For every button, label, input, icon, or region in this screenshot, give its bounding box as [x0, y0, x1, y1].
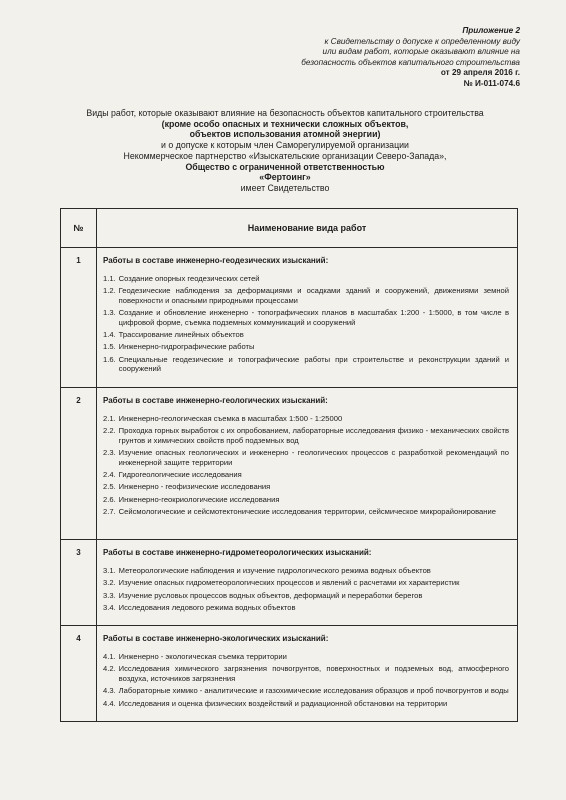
list-item [103, 482, 509, 491]
table-row [61, 626, 518, 722]
item-code: 2.7. [103, 507, 116, 517]
section-title: Работы в составе инженерно-гидрометеорологических изысканий: [103, 548, 372, 557]
item-code: 3.4. [103, 603, 116, 613]
list-item [103, 448, 509, 467]
header-line: и о допуске к которым член Саморегулируемой организации [161, 140, 409, 151]
item-code: 2.2. [103, 426, 116, 436]
appendix-title: Приложение 2 [462, 26, 520, 35]
item-text: Геодезические наблюдения за деформациями и осадками зданий и сооружений, движениями земной поверхности и опасными природными процессами [118, 286, 509, 305]
item-text: Изучение опасных геологических и инженерно - геологических процессов с разработкой рекомендаций по инженерной защите территории [118, 448, 509, 467]
item-code: 3.1. [103, 566, 116, 575]
appendix-line: к Свидетельству о допуске к определенному виду [324, 36, 520, 46]
item-text: Метеорологические наблюдения и изучение гидрологического режима водных объектов [118, 566, 431, 575]
item-code: 3.3. [103, 590, 116, 600]
table-row [61, 388, 518, 540]
item-code: 4.4. [103, 698, 116, 708]
section-number: 1 [61, 248, 97, 388]
column-header-number: № [61, 209, 97, 248]
header-line: объектов использования атомной энергии) [189, 129, 381, 140]
item-code: 1.4. [103, 330, 116, 340]
item-text: Исследования и оценка физических воздействий и радиационной обстановки на территории [118, 698, 448, 708]
item-text: Трассирование линейных объектов [118, 330, 244, 340]
works-table [60, 208, 518, 722]
list-item [103, 603, 509, 612]
table-row [61, 248, 518, 388]
item-text: Сейсмологические и сейсмотектонические исследования территории, сейсмическое микрорайонирование [118, 507, 496, 517]
item-text: Инженерно - геофизические исследования [118, 482, 271, 492]
item-text: Исследования химического загрязнения почвогрунтов, поверхностных и подземных вод, атмосферного воздуха, источников загрязнения [118, 664, 509, 683]
appendix-line: или видам работ, которые оказывают влияние на [322, 47, 520, 57]
table-header-row [61, 209, 518, 248]
company-name: «Фертоинг» [259, 172, 311, 183]
list-item [103, 330, 509, 339]
item-code: 2.5. [103, 482, 116, 492]
item-text: Лабораторные химико - аналитические и газохимические исследования образцов и проб почвогрунтов и воды [118, 686, 509, 696]
item-text: Гидрогеологические исследования [118, 470, 242, 480]
item-code: 1.1. [103, 274, 116, 283]
item-text: Инженерно-геологическая съемка в масштабах 1:500 - 1:25000 [118, 414, 343, 423]
section-number: 4 [61, 626, 97, 722]
list-item [103, 495, 509, 504]
section-content [97, 540, 518, 626]
list-item [103, 507, 509, 516]
list-item [103, 342, 509, 351]
item-code: 1.2. [103, 286, 116, 296]
item-code: 1.3. [103, 308, 116, 318]
list-item [103, 686, 509, 695]
section-content [97, 388, 518, 540]
item-text: Создание и обновление инженерно - топографических планов в масштабах 1:200 - 1:5000, в том числе в цифровой форме, съемка подземных коммуникаций и сооружений [118, 308, 509, 327]
section-number: 2 [61, 388, 97, 540]
item-text: Инженерно - экологическая съемка территории [118, 652, 287, 661]
list-item [103, 426, 509, 445]
header-line: имеет Свидетельство [240, 182, 330, 193]
section-content [97, 248, 518, 388]
item-code: 1.6. [103, 354, 116, 364]
list-item [103, 274, 509, 283]
item-text: Проходка горных выработок с их опробованием, лабораторные исследования физико - механических свойств грунтов и химических свойств проб подземных вод [118, 426, 509, 445]
section-title: Работы в составе инженерно-геологических изысканий: [103, 396, 328, 405]
item-text: Исследования ледового режима водных объектов [118, 603, 296, 613]
section-title: Работы в составе инженерно-экологических изысканий: [103, 634, 329, 643]
item-text: Создание опорных геодезических сетей [118, 274, 260, 283]
section-title: Работы в составе инженерно-геодезических изысканий: [103, 256, 329, 265]
item-code: 2.6. [103, 494, 116, 504]
list-item [103, 566, 509, 575]
item-code: 3.2. [103, 578, 116, 588]
table-row [61, 540, 518, 626]
list-item [103, 664, 509, 683]
item-text: Инженерно-геокриологические исследования [118, 494, 280, 504]
list-item [103, 652, 509, 661]
item-text: Изучение опасных гидрометеорологических процессов и явлений с расчетами их характеристик [118, 578, 460, 588]
item-text: Специальные геодезические и топографические работы при строительстве и реконструкции зданий и сооружений [118, 354, 509, 374]
item-code: 4.3. [103, 686, 116, 696]
section-content [97, 626, 518, 722]
item-code: 1.5. [103, 342, 116, 352]
list-item [103, 308, 509, 327]
appendix-block [270, 26, 520, 90]
list-item [103, 355, 509, 374]
list-item [103, 578, 509, 587]
header-line: Некоммерческое партнерство «Изыскательские организации Северо-Запада», [123, 150, 447, 161]
list-item [103, 286, 509, 305]
list-item [103, 591, 509, 600]
appendix-line: безопасность объектов капитального строительства [301, 57, 520, 67]
section-number: 3 [61, 540, 97, 626]
item-code: 4.1. [103, 652, 116, 661]
item-code: 2.4. [103, 470, 116, 480]
header-line: (кроме особо опасных и технически сложных объектов, [161, 118, 409, 129]
header-line: Виды работ, которые оказывают влияние на безопасность объектов капитального строительства [86, 108, 484, 118]
list-item [103, 470, 509, 479]
item-text: Инженерно-гидрографические работы [118, 342, 255, 352]
item-text: Изучение русловых процессов водных объектов, деформаций и переработки берегов [118, 590, 423, 600]
item-code: 2.3. [103, 448, 116, 458]
item-code: 4.2. [103, 664, 116, 674]
list-item [103, 414, 509, 423]
company-type: Общество с ограниченной ответственностью [185, 161, 385, 172]
list-item [103, 699, 509, 708]
appendix-date: от 29 апреля 2016 г. [440, 68, 520, 78]
column-header-name: Наименование вида работ [97, 209, 518, 248]
appendix-number: № И-011-074.6 [463, 78, 520, 88]
document-header [40, 108, 530, 194]
item-code: 2.1. [103, 414, 116, 423]
